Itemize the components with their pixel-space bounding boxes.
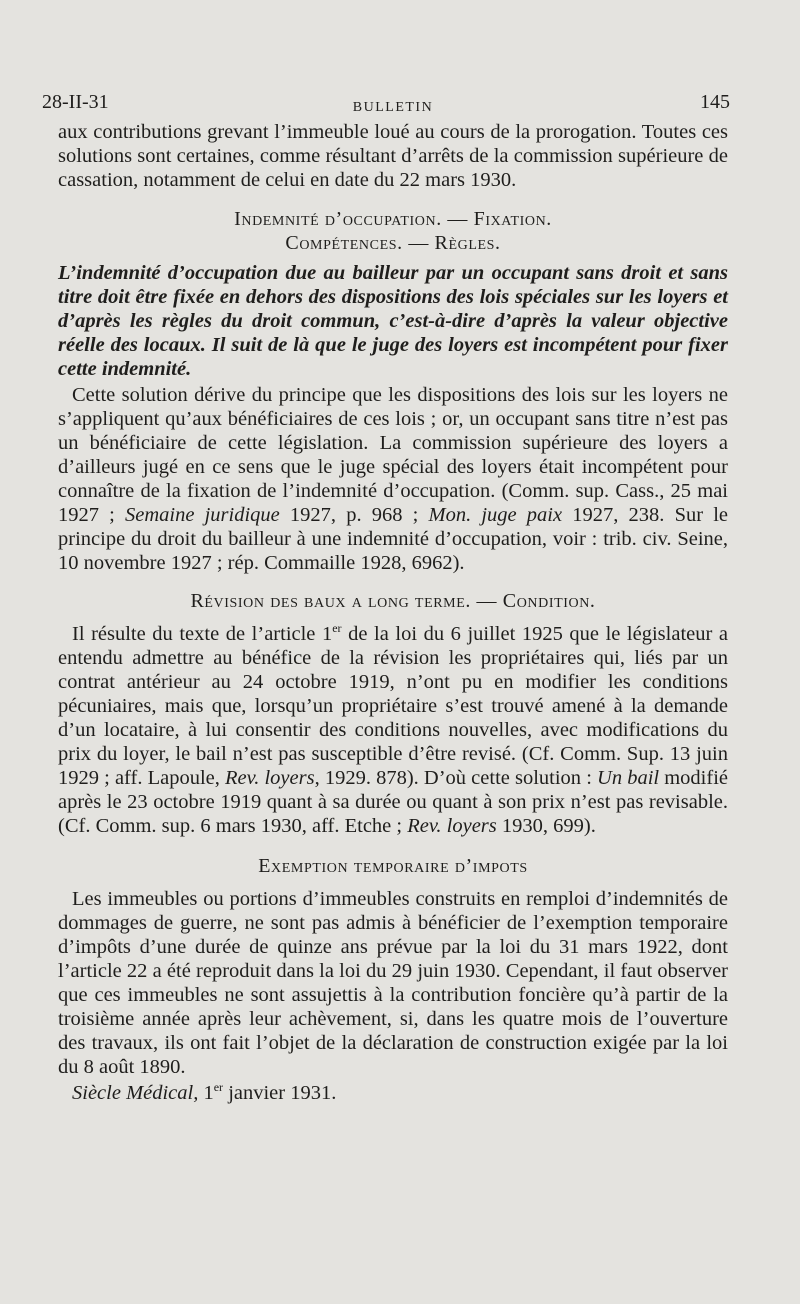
text-run: 1927, 238. Sur le principe du droit du bailleur à une indemnité d’occupation, voir : trib. civ. Seine, 10 novembre 1927 ; rép. Commaille 1928, 6962). xyxy=(58,504,728,574)
body-paragraph-exemption: Les immeubles ou portions d’immeubles construits en remploi d’indemnités de dommages de guerre, ne sont pas admis à bénéficier de l’exemption temporaire d’impôts d’une durée de quinze ans prévue par la loi du 31 mars 1922, dont l’article 22 a été reproduit dans la loi du 29 juin 1930. Cependant, il faut observer que ces immeubles ne sont assujettis à la contribution foncière qu’à partir de la troisième année après leur achèvement, si, dans les quatre mois de l’ouverture des travaux, ils ont fait l’objet de la déclaration de construction exigée par la loi du 8 août 1890. xyxy=(58,888,728,1078)
body-paragraph-revision xyxy=(58,622,728,838)
header-date: 28-II-31 xyxy=(42,91,109,113)
source-line xyxy=(58,1081,728,1105)
header-title: BULLETIN xyxy=(352,100,434,115)
text-run: , 1929. 878). D’où cette solution : xyxy=(314,767,598,789)
body-paragraph-indemnite xyxy=(58,383,728,575)
page-number: 145 xyxy=(700,91,730,113)
text-run: 1930, 699). xyxy=(496,815,596,837)
bulletin-page xyxy=(42,90,730,1105)
text-run: Il résulte du texte de l’article 1 xyxy=(72,623,333,645)
section-heading-revision: Révision des baux a long terme. — Condition. xyxy=(190,590,596,612)
superscript: er xyxy=(213,1080,224,1095)
ruling-summary: L’indemnité d’occupation due au bailleur par un occupant sans droit et sans titre doit être fixée en dehors des dispositions des lois spéciales sur les loyers et d’après les règles du droit commun, c’est-à-dire d’après la valeur objective réelle des locaux. Il suit de là que le juge des loyers est incompétent pour fixer cette indemnité. xyxy=(58,262,728,380)
running-head xyxy=(42,90,730,120)
citation-title: Mon. juge paix xyxy=(428,504,563,526)
citation-title: Semaine juridique xyxy=(125,504,280,526)
text-run: 1927, p. 968 ; xyxy=(279,504,429,526)
emphasis: Un bail xyxy=(597,767,660,789)
source-date: 1 xyxy=(198,1082,214,1104)
source-name: Siècle Médical, xyxy=(72,1082,199,1104)
section-heading-indemnite: Indemnité d’occupation. — Fixation. xyxy=(234,208,552,230)
text-run: modifié après le 23 octobre 1919 quant à sa durée ou quant à son prix n’est pas revisable. (Cf. Comm. sup. 6 mars 1930, aff. Etche ; xyxy=(58,767,728,837)
source-date: janvier 1931. xyxy=(223,1082,337,1104)
superscript: er xyxy=(332,621,342,636)
text-run: de la loi du 6 juillet 1925 que le législateur a entendu admettre au bénéfice de la révision les propriétaires qui, liés par un contrat antérieur au 24 octobre 1919, n’ont pu en modifier les conditions pécuniaires, mais que, lorsqu’un propriétaire s’est trouvé amené à la demande d’un locataire, à lui consentir des conditions nouvelles, avec modifications du prix du loyer, le bail n’est pas susceptible d’être revisé. (Cf. Comm. Sup. 13 juin 1929 ; aff. Lapoule, xyxy=(58,623,728,789)
intro-paragraph: aux contributions grevant l’immeuble loué au cours de la prorogation. Toutes ces solutions sont certaines, comme résultant d’arrêts de la commission supérieure de cassation, notamment de celui en date du 22 mars 1930. xyxy=(58,121,728,191)
citation-title: Rev. loyers xyxy=(407,815,497,837)
section-heading-exemption: Exemption temporaire d’impots xyxy=(258,855,528,877)
section-subheading-competences: Compétences. — Règles. xyxy=(285,232,501,254)
text-run: Cette solution dérive du principe que les dispositions des lois sur les loyers ne s’appliquent qu’aux bénéficiaires de ces lois ; or, un occupant sans titre n’est pas un bénéficiaire de cette législation. La commission supérieure des loyers a d’ailleurs jugé en ce sens que le juge spécial des loyers était incompétent pour connaître de la fixation de l’indemnité d’occupation. (Comm. sup. Cass., 25 mai 1927 ; xyxy=(58,384,728,526)
citation-title: Rev. loyers xyxy=(225,767,315,789)
